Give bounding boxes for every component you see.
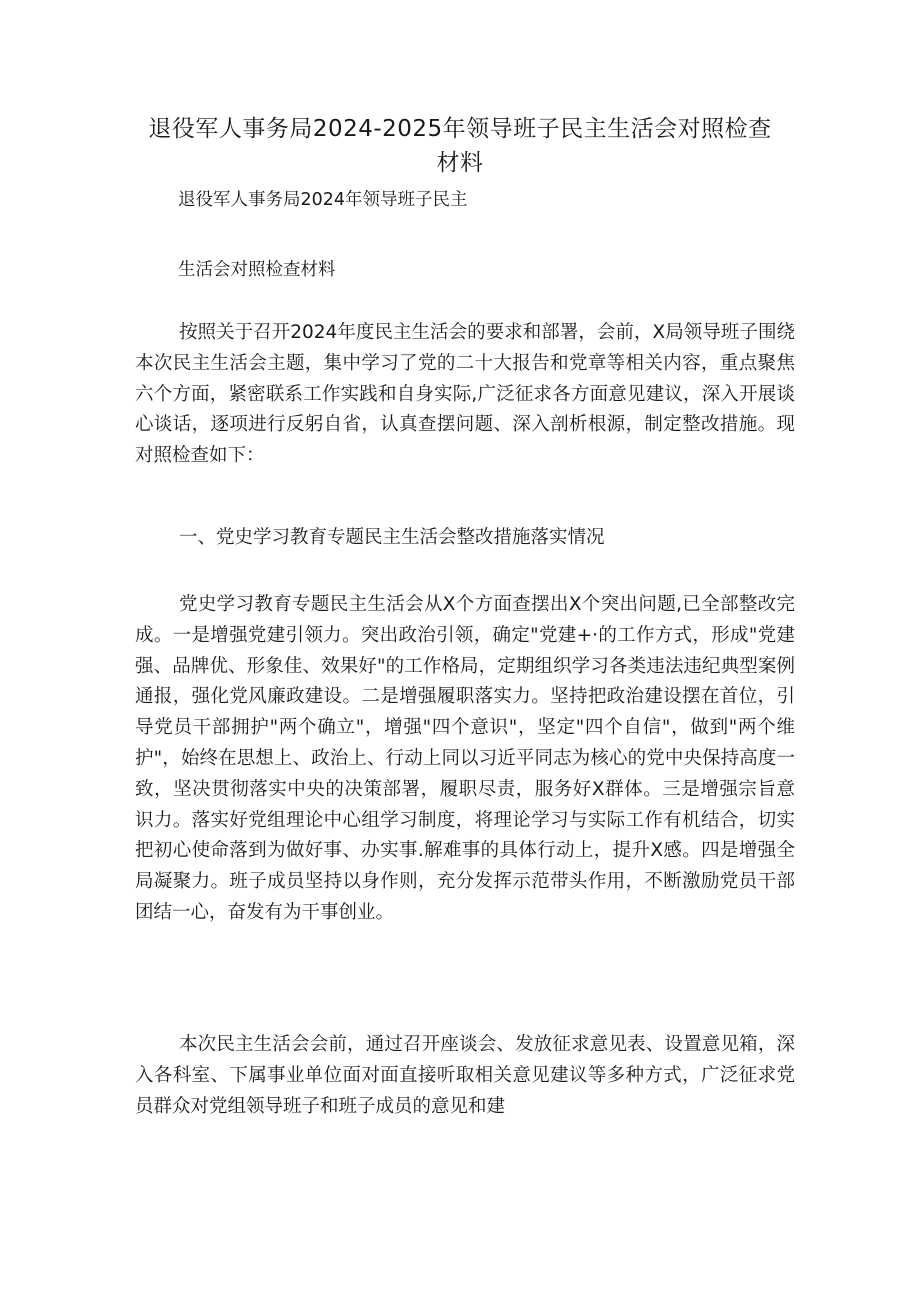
subtitle-line-2: 生活会对照检查材料	[178, 260, 336, 280]
document-title: 退役军人事务局2024-2025年领导班子民主生活会对照检查材料	[148, 116, 772, 176]
subtitle-line-1: 退役军人事务局2024年领导班子民主	[178, 190, 468, 210]
paragraph-section-1: 党史学习教育专题民主生活会从X个方面查摆出X个突出问题,已全部整改完成。一是增强党建引领力。突出政治引领，确定"党建+·的工作方式，形成"党建强、品牌优、形象佳、效果好"的工作格局，定期组织学习各类违法违纪典型案例通报，强化党风廉政建设。二是增强履职落实力。坚持把政治建设摆在首位，引导党员干部拥护"两个确立"，增强"四个意识"，坚定"四个自信"，做到"两个维护"，始终在思想上、政治上、行动上同以习近平同志为核心的党中央保持高度一致，坚决贯彻落实中央的决策部署，履职尽责，服务好X群体。三是增强宗旨意识力。落实好党组理论中心组学习制度，将理论学习与实际工作有机结合，切实把初心使命落到为做好事、办实事.解难事的具体行动上，提升X感。四是增强全局凝聚力。班子成员坚持以身作则，充分发挥示范带头作用，不断激励党员干部团结一心，奋发有为干事创业。	[135, 594, 795, 923]
section-heading-1: 一、党史学习教育专题民主生活会整改措施落实情况	[179, 527, 605, 548]
paragraph-intro: 按照关于召开2024年度民主生活会的要求和部署，会前，X局领导班子围绕本次民主生活会主题，集中学习了党的二十大报告和党章等相关内容，重点聚焦六个方面，紧密联系工作实践和自身实际,广泛征求各方面意见建议，深入开展谈心谈话，逐项进行反躬自省，认真查摆问题、深入剖析根源，制定整改措施。现对照检查如下：	[135, 322, 795, 467]
paragraph-opinions: 本次民主生活会会前，通过召开座谈会、发放征求意见表、设置意见箱，深入各科室、下属事业单位面对面直接听取相关意见建议等多种方式，广泛征求党员群众对党组领导班子和班子成员的意见和建	[135, 1034, 795, 1117]
